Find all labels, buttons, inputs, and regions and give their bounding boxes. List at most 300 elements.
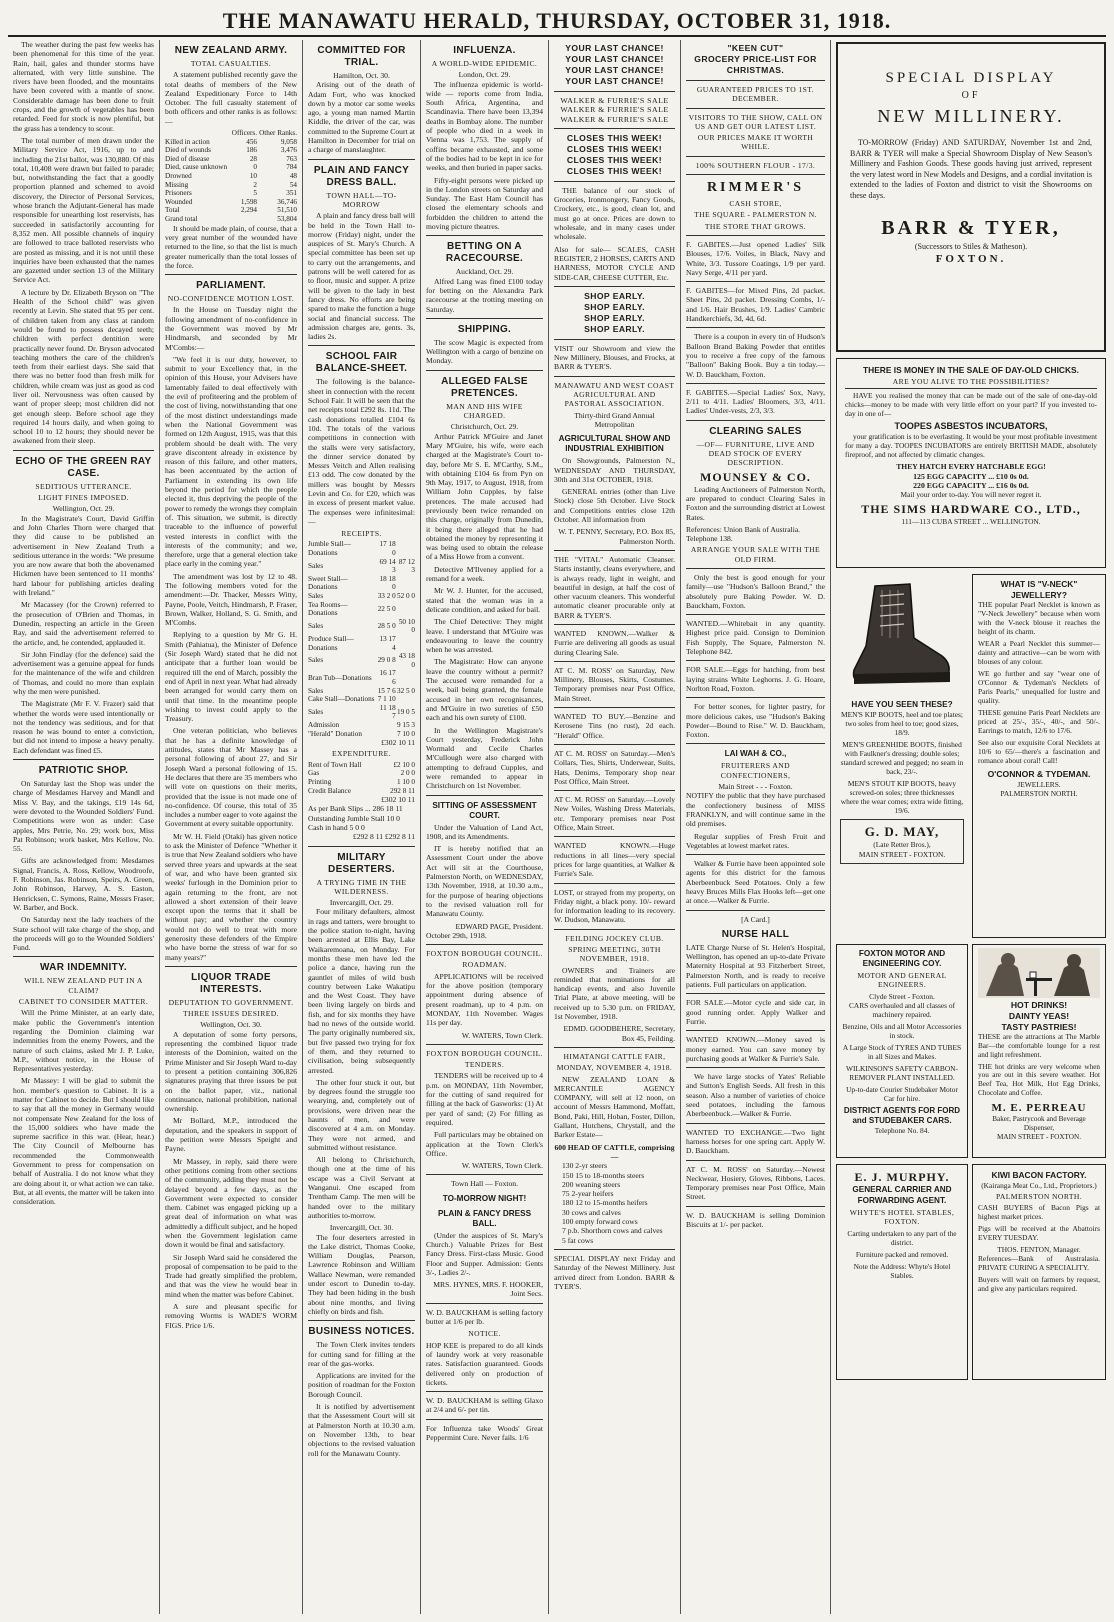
divider <box>308 1320 415 1321</box>
article-paragraph: A statement published recently gave the total deaths of members of the New Zealand Expeditionary Force to 14th October. The full casualty statement of both officers and other ranks is as follows:— <box>165 70 297 126</box>
fair-total: £292 8 11 £292 8 11 <box>352 832 415 842</box>
late-retter: (Late Retter Bros.), <box>873 840 931 850</box>
table-header-cell: Other Ranks. <box>259 129 297 138</box>
divider <box>426 1419 543 1420</box>
table-cell: Missing <box>165 180 189 189</box>
table-cell: 351 <box>286 189 297 198</box>
table-cell: 10 <box>249 172 257 181</box>
classified-ad: F. GABITES.—Special Ladies' Sox, Navy, 2/11 to 4/11. Ladies' Bloomers, 3/3, 4/11. Ladies' Under-vests, 2/3, 3/3. <box>686 387 825 416</box>
article-paragraph: The Magistrate (Mr F. V. Frazer) said that whether the words were used intentionally or not the tendency was seditious, and for that reason he was bound to enter a conviction, but did not intend to impose a heavy penalty. Each defendant was fined £5. <box>13 699 154 755</box>
article-paragraph: Also for sale— SCALES, CASH REGISTER, 2 HORSES, CARTS AND HARNESS, MOTOR CYCLE AND SIDE-CAR, CHEESE CUTTER, Etc. <box>554 244 675 282</box>
divider <box>308 345 415 346</box>
table-cell: Died of disease <box>165 154 210 163</box>
signature: MRS. HYNES, MRS. F. HOOKER, Joint Secs. <box>433 1280 543 1299</box>
table-cell: Sales <box>308 686 324 695</box>
jeweller-town: PALMERSTON NORTH. <box>1000 789 1078 799</box>
table-cell: 186 <box>246 146 257 155</box>
divider <box>686 1160 825 1161</box>
chicks-body-2: your gratification is to be everlasting. It would be your most profitable investment for many a day. TOOPES INCUBATORS are entirely BRITISH MADE, absolutely fireproof, and not affected by climatic changes. <box>845 432 1097 460</box>
shop-early-block <box>554 291 675 335</box>
perreau-ad <box>972 944 1106 1158</box>
casualty-rows <box>165 138 297 207</box>
table-cell: 9,058 <box>280 137 297 146</box>
article-paragraph: Gifts are acknowledged from: Mesdames Signal, Francis, A. Ross, Kellow, Woodroofe, F. Robinson, Jas. Robinson, Speirs, A. Green, John Robinson, Harvey, A. S. Easton, Henricksen, C. Symons, Raine, Messrs Fraser, W. Barber, and Bock. <box>13 856 155 912</box>
cattle-count: 600 HEAD OF CATTLE, comprising— <box>554 1142 675 1161</box>
boots-jewellery-row <box>836 574 1106 938</box>
article-paragraph: (Under the auspices of St. Mary's Church.) Valuable Prizes for Best Fancy Dress. First-class Music. Good Floor and Supper. Admission: Gents 3/-, Ladies 2/-. <box>426 1230 543 1277</box>
table-cell: 456 <box>246 137 257 146</box>
article-paragraph: NOTIFY the public that they have purchased the confectionery business of MISS FRANKLYN, and will continue same in the old premises. <box>686 791 825 829</box>
may-box <box>840 819 964 864</box>
dateline: Auckland, Oct. 29. <box>455 267 514 277</box>
table-row <box>308 558 415 575</box>
divider <box>165 966 297 967</box>
walker-furrie-line: WALKER & FURRIE'S SALE <box>560 105 669 115</box>
table-row <box>308 730 415 739</box>
divider <box>686 327 825 328</box>
divider <box>554 339 675 340</box>
nurse-hall-name: NURSE HALL <box>721 928 790 940</box>
table-cell <box>396 540 415 557</box>
divider <box>554 744 675 745</box>
article-paragraph: All belong to Christchurch, though one at the time of his escape was a Civil Servant at Wanganui. One escaped from Trentham Camp. The men will be handed over to the military authorities to-morrow. <box>308 1155 415 1220</box>
classified-ad: W. D. BAUCKHAM is selling Dominion Biscuits at 1/- per packet. <box>686 1210 825 1230</box>
table-cell: 53,804 <box>277 215 297 224</box>
subhead-deserters: A TRYING TIME IN THE WILDERNESS. <box>316 877 407 896</box>
column-rule <box>830 40 831 1614</box>
headline-shipping: SHIPPING. <box>457 323 512 335</box>
square-address: THE SQUARE - PALMERSTON N. <box>694 210 817 220</box>
divider <box>554 836 675 837</box>
table-cell: Sales <box>308 656 324 665</box>
table-row <box>165 163 297 172</box>
perreau-body: THESE are the attractions at The Marble Bar—the comfortable lounge for a rest and light refreshment. <box>978 1033 1100 1059</box>
classified-ad: LOST, or strayed from my property, on Friday night, a black pony. 10/- reward for information leading to its recovery. W. Dudson, Manawatu. <box>554 887 675 925</box>
column-7 <box>836 40 1106 1614</box>
article-paragraph: On Showgrounds, Palmerston N., WEDNESDAY AND THURSDAY, 30th and 31st OCTOBER, 1918. <box>554 456 675 484</box>
table-cell: 2,294 <box>240 206 257 215</box>
headline-false-pretences: ALLEGED FALSE PRETENCES. <box>441 375 528 399</box>
classified-ad: For Influenza take Woods' Great Peppermint Cure. Never fails. 1/6 <box>426 1423 543 1443</box>
table-cell: Rent of Town Hall <box>308 760 362 769</box>
headline-liquor-trade: LIQUOR TRADE INTERESTS. <box>191 971 271 995</box>
subhead-green-ray-2: LIGHT FINES IMPOSED. <box>38 493 129 503</box>
article-paragraph: In the Magistrate's Court, David Griffin and John Charles Thorn were charged that they did cause to be published an advertisement in New Zealand Truth a seditious utterance in the words: "We presume you are now aware that both the abovenamed Hickmen have been sentenced to 11 months' hard labour for publishing articles dealing with Ireland." <box>13 513 154 598</box>
table-cell: 36,746 <box>277 197 297 206</box>
article-paragraph: TENDERS will be received up to 4 p.m. on MONDAY, 11th November, for the cutting of sand required for filling at the back of Gasworks: (1) At per yard of sand; (2) For filling as required. <box>426 1071 543 1127</box>
table-header-row <box>165 129 297 138</box>
mounsey-name: MOUNSEY & CO. <box>700 469 811 484</box>
shop-early-line: SHOP EARLY. <box>584 312 645 323</box>
classified-ad: VISIT our Showroom and view the New Millinery, Blouses, and Frocks, at BARR & TYER'S. <box>554 343 675 372</box>
table-cell: 28 5 0 <box>377 622 396 631</box>
casualty-table <box>165 129 297 224</box>
article-paragraph: The four deserters arrested in the Lake district, Thomas Cooke, William Douglas, Pearson, Lawrence Robinson and William Wallace Newman, were remanded under escort to Dunedin to-day. They had been hiding in the bush about nine months, and living chiefly on birds and fish. <box>308 1232 415 1316</box>
murphy-line: Furniture packed and removed. <box>855 1249 949 1259</box>
table-cell: £2 10 0 <box>393 760 415 769</box>
subhead-casualties: TOTAL CASUALTIES. <box>190 59 272 68</box>
cattle-item: 5 fat cows <box>562 1235 594 1245</box>
table-cell <box>376 730 395 739</box>
table-row <box>165 198 297 207</box>
headline-deserters: MILITARY DESERTERS. <box>328 851 395 875</box>
perreau-body-2: THE hot drinks are very welcome when you are out in this severe weather. Hot Beef Tea, Hot Milk, Hot Egg Drinks, Chocolate and Coffee. <box>978 1062 1100 1098</box>
article-paragraph: Mr Bollard, M.P., introduced the deputation, and the speakers in support of the petition were Messrs Speight and Payne. <box>165 1116 297 1154</box>
divider <box>554 181 675 182</box>
table-cell: 292 8 11 <box>390 786 415 795</box>
store-motto: THE STORE THAT GROWS. <box>704 221 807 231</box>
table-cell: 28 <box>249 154 257 163</box>
cattle-item: 7 p.b. Shorthorn cows and calves <box>562 1226 663 1236</box>
table-cell: 50 10 0 <box>398 617 415 635</box>
classified-ad: WANTED KNOWN.—Money saved is money earned. You can save money by purchasing goods at Walker & Furrie's Sale. <box>686 1035 825 1063</box>
jewellery-paragraph: WE go further and say "wear one of O'Connor & Tydeman's Necklets of Paris Pearls," unequalled for lustre and quality. <box>978 669 1100 705</box>
display-body: TO-MORROW (Friday) AND SATURDAY, November 1st and 2nd, BARR & TYER will make a Special Showroom Display of New Season's Millinery and Fashion Goods. These goods having just arrived, represent the very latest word in New Models and Designs, and a cordial invitation is extended to the ladies of Foxton and district to visit the Showrooms on these days. <box>850 138 1092 200</box>
worm-figs-ad: A sure and pleasant specific for removing Worms is WADE'S WORM FIGS. Price 1/6. <box>165 1302 297 1330</box>
divider <box>686 156 825 157</box>
article-paragraph: Mr W. H. Field (Otaki) has given notice to ask the Minister of Defence "Whether it is true that New Zealand soldiers who have served three years and upwards at the seat of war, and who have been granted six weeks' furlough in the Dominion prior to again returning to the front, are not allowed a short extension of their leave except upon the terms that it shall be without pay; and whether the country would not do well to treat with more generosity these defenders of the Empire who have borne the stress of war for so many years?" <box>165 831 297 962</box>
article-paragraph: Four military defaulters, almost in rags and tatters, were brought to the police station to-night, having been arrested at Ellis Bay, Lake Waikaremoana, on Monday. For months these men have led the police a dance, having run the gauntlet of miles of wild bush country between Lake Wakatipu and the West Coast. They have been living largely on birds and fish, and for six months they have had no news of the outside world. The party originally numbered six, but five passed two trying for fox of them, and they returned to civilisation, being subsequently arrested. <box>308 907 415 1075</box>
table-cell: Produce Stall—Donations <box>308 635 354 652</box>
boots-line: MEN'S STOUT KIP BOOTS, heavy screwed-on soles; three thicknesses where the wear comes; extra wide fitting, 19/6. <box>840 779 964 816</box>
article-paragraph: The Town Clerk invites tenders for cutting sand for filling at the rear of the gas-works. <box>308 1340 415 1368</box>
murphy-line: Carting undertaken to any part of the district. <box>847 1228 957 1247</box>
show-title: AGRICULTURAL SHOW AND INDUSTRIAL EXHIBITION <box>558 434 671 454</box>
last-chance-line: YOUR LAST CHANCE! <box>565 54 664 64</box>
article-paragraph: Mr Massey, in reply, said there were other petitions coming from other sections of the community, adding they must not be delayed beyond a few days, as the Government were expected to consider them. Cabinet was engaged picking up a great deal of information on what was admittedly a difficult subject, and he hoped when the Government legislation came down it would be final and satisfactory. <box>165 1156 297 1250</box>
table-cell: 29 0 8 <box>377 656 396 665</box>
motor-line: Up-to-date Courier Studebaker Motor Car for hire. <box>846 1084 958 1103</box>
subhead-green-ray: SEDITIOUS UTTERANCE. <box>35 481 132 491</box>
article-paragraph: Full particulars may be obtained on application at the Town Clerk's Office. <box>426 1130 543 1158</box>
table-cell: Admission <box>308 720 340 729</box>
kiwi-sub: (Kairanga Meat Co., Ltd., Proprietors.) <box>981 1180 1097 1190</box>
table-cell: 13 17 4 <box>379 635 396 652</box>
murphy-note: Note the Address: Whyte's Hotel Stables. <box>853 1261 951 1280</box>
article-paragraph: Alfred Lang was fined £100 today for betting on the Alexandra Park racecourse at the trotting meeting on Saturday. <box>426 276 543 314</box>
main-street: Main Street - - - Foxton. <box>718 782 793 792</box>
divider <box>686 1206 825 1207</box>
table-cell: 32 5 0 <box>397 686 415 695</box>
motor-telephone: Telephone No. 84. <box>874 1125 930 1135</box>
tasty-pastries: TASTY PASTRIES! <box>1001 1022 1077 1033</box>
article-paragraph: Applications are invited for the position of roadman for the Foxton Borough Council. <box>308 1371 415 1399</box>
motor-line: WILKINSON'S SAFETY CARBON-REMOVER PLANT INSTALLED. <box>846 1063 958 1082</box>
classified-ad: WANTED KNOWN.—Huge reductions in all lines—very special prices for large quantities, at Walker & Furrie's Sale. <box>554 841 675 879</box>
divider <box>426 1391 543 1392</box>
spring-meeting: SPRING MEETING, 30TH NOVEMBER, 1918. <box>568 945 661 964</box>
table-cell: 87 12 3 <box>398 557 415 575</box>
article-paragraph: Replying to a question by Mr G. H. Smith (Pahiatua), the Minister of Defence (Sir Joseph Ward) stated that he did not anticipate that a further loan would be required till the end of March, possibly the end of April in next year. What had already been arranged for would carry them on until that time. In the meantime people wishing to invest could apply to the Treasury. <box>165 630 297 724</box>
table-cell: 763 <box>286 154 297 163</box>
classified-ad: SPECIAL DISPLAY next Friday and Saturday of the Newest Millinery. Just arrived direct from London. BARR & TYER'S. <box>554 1253 675 1291</box>
may-address: MAIN STREET - FOXTON. <box>858 849 946 859</box>
boots-heading: HAVE YOU SEEN THESE? <box>851 700 953 710</box>
perreau-trade: Baker, Pastrycook and Beverage Dispenser, <box>992 1114 1086 1133</box>
hatch-line: THEY HATCH EVERY HATCHABLE EGG! <box>896 462 1046 472</box>
sims-hardware: THE SIMS HARDWARE CO., LTD., <box>861 502 1081 517</box>
table-cell: 7 10 0 <box>397 729 415 738</box>
table-cell: Sales <box>308 622 324 631</box>
article-paragraph: APPLICATIONS will be received for the above position (temporary appointment during absence of present roadman), up to 4 p.m. on MONDAY, 11th November. Wages 11s per day. <box>426 971 543 1028</box>
jewellery-paragraph: THESE genuine Paris Pearl Necklets are priced at 25/-, 35/-, 40/-, and 50/-. Earrings to match, 12/6 to 17/6. <box>978 708 1100 735</box>
kiwi-line: Buyers will wait on farmers by request, and give any particulars required. <box>978 1275 1100 1294</box>
rimmers-name: RIMMER'S <box>706 180 805 196</box>
article-paragraph: The amendment was lost by 12 to 48. The following members voted for the amendment:—Dr. Thacker, Messrs Witty, Payne, Poole, Veitch, Hindmarsh, P. Fraser, Brown, Walker, Holland, S. G. Smith, and M'Combs. <box>165 571 297 628</box>
murphy-kiwi-row <box>836 1164 1106 1380</box>
display-of: OF <box>961 90 981 101</box>
cattle-fair-date: MONDAY, NOVEMBER 4, 1918. <box>556 1063 673 1073</box>
clyde-street: Clyde Street - Foxton. <box>869 991 935 1001</box>
barr-tyer-name: BARR & TYER, <box>881 216 1061 239</box>
divider <box>686 174 825 175</box>
display-subject: NEW MILLINERY. <box>877 106 1065 126</box>
table-cell: 33 2 0 <box>377 592 396 601</box>
motor-perreau-row <box>836 944 1106 1158</box>
cattle-item: 150 15 to 18-months steers <box>562 1170 645 1180</box>
table-cell: Tea Rooms—Donations <box>308 600 348 618</box>
table-row <box>308 778 415 787</box>
display-title: SPECIAL DISPLAY <box>885 70 1057 86</box>
walker-furrie-line: WALKER & FURRIE'S SALE <box>560 96 669 105</box>
table-row <box>308 704 415 721</box>
divider <box>686 235 825 236</box>
kiwi-manager: THOS. FENTON, Manager. <box>997 1245 1081 1255</box>
table-cell <box>396 635 415 652</box>
classified-ad: Walker & Furrie have been appointed sole agents for this district for the famous Aberbeenbuck Seed Potatoes. Only a few heavy Bruces Mills Flax Hooks left—get one at once.—Walker & Furrie. <box>686 859 825 906</box>
subhead-roadman: ROADMAN. <box>462 960 507 970</box>
article-paragraph: Sir John Findlay (for the defence) said the advertisement was a genuine appeal for funds for the maintenance of the wife and children of Thomas, and could no more than explain why the men were punished. <box>13 649 154 696</box>
table-cell: 15 7 6 <box>377 686 396 695</box>
table-cell: 1 10 0 <box>397 777 415 786</box>
foxton: FOXTON. <box>935 252 1007 265</box>
article-paragraph: Arthur Patrick M'Guire and Janet Mary M'Guire, his wife, were each charged at the Magistrate's Court to-day, before Mr S. E. M'Carthy, S.M., with obtaining £104 6s from Pyn on 9th May, 1917, to August, 1918, from William John Cupples, by false pretences. The male accused had previously been twice remanded on this charge, originally from Dunedin, it being there alleged that he had obtained the money by representing it was being used to obtain the release of a Miss Howe from a convent. <box>426 431 543 562</box>
table-cell: Grand total <box>165 215 198 224</box>
table-total-row <box>165 206 297 215</box>
table-cell: Sweet Stall—Donations <box>308 574 348 592</box>
table-row <box>308 652 415 669</box>
article-paragraph: LATE Charge Nurse of St. Helen's Hospital, Wellington, has opened an up-to-date Private Maternity Hospital at 93 Fitzherbert Street, Palmerston North, and is ready to receive patients. Full particulars on application. <box>686 942 825 990</box>
table-cell: 54 <box>289 180 297 189</box>
murphy-address: WHYTE'S HOTEL STABLES, FOXTON. <box>849 1208 955 1227</box>
divider <box>554 883 675 884</box>
jewellery-ad <box>972 574 1106 938</box>
perreau-address: MAIN STREET - FOXTON. <box>997 1133 1081 1142</box>
divider <box>554 1047 675 1048</box>
divider <box>686 80 825 81</box>
classified-ad: F. GABITES.—Just opened Ladies' Silk Blouses, 17/6. Voiles, in Black, Navy and White, 3/3. Tussore Coatings, 1/9 per yard. Navy Serge, 4/11 per yard. <box>686 239 825 277</box>
chicks-sub: ARE YOU ALIVE TO THE POSSIBILITIES? <box>845 377 1097 389</box>
subhead-war-indemnity-2: CABINET TO CONSIDER MATTER. <box>18 997 149 1007</box>
article-paragraph: IT is hereby notified that an Assessment Court under the above Act will sit at the Courthouse, Palmerston North, on WEDNESDAY, 13th November, 1918, at 10.30 a.m., for the purpose of hearing objections to the revised valuation roll for Manawatu County. <box>426 844 543 919</box>
classified-ad: FOR SALE.—Eggs for hatching, from best laying strains White Leghorns. J. G. Hoare, Norlton Road, Foxton. <box>686 665 825 693</box>
show-subtitle: Thirty-third Grand Annual Metropolitan <box>574 410 655 429</box>
keen-cut-heading: "KEEN CUT" <box>727 43 784 53</box>
notice-date: October 29th, 1918. <box>426 930 487 940</box>
motor-line: Benzine, Oils and all Motor Accessories in stock. <box>842 1021 962 1040</box>
table-cell: Total <box>165 206 180 215</box>
dateline: Hamilton, Oct. 30. <box>333 71 390 80</box>
divider <box>686 993 825 994</box>
incubator-name: TOOPES ASBESTOS INCUBATORS, <box>894 421 1048 432</box>
table-cell: 16 17 6 <box>379 669 396 686</box>
divider <box>686 281 825 282</box>
kiwi-heading: KIWI BACON FACTORY. <box>991 1170 1087 1180</box>
divider <box>554 376 675 377</box>
table-cell: 43 18 0 <box>398 652 415 669</box>
kiwi-line: Pigs will be received at the Abattoirs EVERY TUESDAY. <box>978 1224 1100 1243</box>
cattle-item: 180 12 to 15-months heifers <box>562 1198 648 1208</box>
divider <box>686 108 825 109</box>
kiwi-line: CASH BUYERS of Bacon Pigs at highest market prices. <box>978 1203 1100 1222</box>
fruiterers: FRUITERERS AND CONFECTIONERS, <box>720 761 791 780</box>
article-paragraph: The other four stuck it out, but by degrees found the struggle too wearying, and, completely out of provisions, were driven near the haunts of men, and were discovered at 4 a.m. on Monday. They were not armed, and submitted without resistance. <box>308 1077 415 1152</box>
article-paragraph: The following is the balance-sheet in connection with the recent School Fair. It will be seen that the net receipts total £292 8s. 11d. The cash donations totalled £104 6s 10d. The totals of the various competitions in connection with the stalls were very satisfactory, the dinner service donated by Messrs Veitch and Allen realising £13 odd. The cow donated by the millers was bought by Messrs Levin and Co. for £20, which was in excess of present market value. The expenses were infinitesimal:— <box>308 377 415 526</box>
article-paragraph: On Saturday next the lady teachers of the State school will take charge of the shop, and the proceeds will go to the Wounded Soldiers' Fund. <box>13 915 154 953</box>
closes-line: CLOSES THIS WEEK! <box>566 154 663 165</box>
table-cell: 52 0 0 <box>397 592 415 601</box>
article-paragraph: The influenza epidemic is world-wide — reports come from India, South Africa, Argentina, and Scandinavia. There have been 13,394 deaths in Bombay alone. The number of people who died in a week in Vienna was 1,753. The supply of coffins became exhausted, and some of the bodies had to be kept in ice for weeks, and then buried in paper sacks. <box>426 79 543 173</box>
closes-line: CLOSES THIS WEEK! <box>566 143 663 154</box>
table-cell: Sales <box>308 708 324 717</box>
divider <box>308 846 415 847</box>
jockey-club-heading: FEILDING JOCKEY CLUB. <box>565 933 664 943</box>
table-cell: 5 <box>253 189 257 198</box>
article-paragraph: In the House on Tuesday night the following amendment of no-confidence in the Government was moved by Mr Hindmarsh, and seconded by Mr M'Combs:— <box>165 305 297 352</box>
table-row <box>308 575 415 592</box>
table-cell: Cake Stall—Donations <box>308 695 375 704</box>
subhead-pretences: MAN AND HIS WIFE CHARGED. <box>446 401 523 421</box>
kiwi-line: References—Bank of Australasia. PRIVATE CURING A SPECIALITY. <box>978 1254 1100 1273</box>
table-cell <box>396 601 415 618</box>
table-row <box>165 181 297 190</box>
headline-assessment: SITTING OF ASSESSMENT COURT. <box>432 800 537 820</box>
table-row <box>308 787 415 796</box>
walker-furrie-line: WALKER & FURRIE'S SALE <box>560 114 669 124</box>
divider <box>686 697 825 698</box>
classified-ad: WANTED TO BUY.—Benzine and Kerosene Tins (no rust), 2d each. "Herald" Office. <box>554 712 675 740</box>
notice-heading: NOTICE. <box>468 1329 501 1339</box>
cattle-fair-heading: HIMATANGI CATTLE FAIR, <box>563 1051 666 1061</box>
table-row <box>165 189 297 198</box>
table-row <box>165 146 297 155</box>
bank-slips: As per Bank Slips ... 286 18 11 <box>308 804 403 814</box>
table-cell <box>396 669 415 686</box>
article-paragraph: In the Wellington Magistrate's Court yesterday, Frederick John Wormald and Cecile Charles M'Cullough were also charged with attempting to defraud Cupples, and were remanded to appear in Christchurch on 1st November. <box>426 725 543 791</box>
article-paragraph: The Magistrate: How can anyone leave the country without a permit? The accused were remanded for a week, bail being granted, the female accused in her own recognisances, and M'Guire in two sureties of £50 each and his own surety of £100. <box>426 657 543 723</box>
article-paragraph: Arising out of the death of Adam Fort, who was knocked down by a motor car some weeks ago, a young man named Martin Kiddle, the driver of the car, was committed to the Supreme Court at Hamilton in December for trial on a charge of manslaughter. <box>308 80 415 155</box>
dateline: Christchurch, Oct. 29. <box>450 422 519 432</box>
headline-school-fair: SCHOOL FAIR BALANCE-SHEET. <box>315 351 408 375</box>
table-total-row <box>165 215 297 224</box>
classified-ad: WANTED TO EXCHANGE.—Two light harness horses for one spring cart. Apply W. D. Bauckham. <box>686 1127 825 1156</box>
murphy-ad <box>836 1164 968 1380</box>
jewellery-heading: WHAT IS "V-NECK" JEWELLERY? <box>1000 579 1078 600</box>
walker-furrie-block <box>554 96 675 124</box>
flour-price: 100% SOUTHERN FLOUR - 17/3. <box>695 160 816 170</box>
receipts-heading: RECEIPTS. <box>341 529 382 539</box>
outstanding: Outstanding Jumble Stall 10 0 <box>308 813 400 823</box>
signature: EDMD. GOODBEHERE, Secretary, Box 45, Feilding. <box>563 1024 675 1043</box>
dateline: London, Oct. 29. <box>458 70 511 80</box>
last-chance-line: YOUR LAST CHANCE! <box>565 65 664 75</box>
last-chance-line: YOUR LAST CHANCE! <box>565 76 664 86</box>
table-cell: 18 18 0 <box>379 574 396 592</box>
divider <box>686 1123 825 1124</box>
table-cell: 11 18 7 <box>379 703 396 721</box>
table-cell: 51,510 <box>277 206 297 215</box>
article-paragraph: Mr Macassey (for the Crown) referred to the prosecution of O'Brien and Thomas, in Dunedin, respecting an article in the Green Ray, and said the advertisement referred to the article, and, he contended, applauded it. <box>13 600 154 647</box>
table-cell: Wounded <box>165 197 193 206</box>
table-cell: Sales <box>308 592 324 601</box>
article-paragraph: Fifty-eight persons were picked up in the London streets on Saturday and Sunday. The East Ham Council has closed the elementary schools and forbidden the children to attend the moving picture theatres. <box>426 175 543 232</box>
table-cell: 2 <box>253 180 257 189</box>
headline-business-notices: BUSINESS NOTICES. <box>308 1326 415 1338</box>
shop-early-line: SHOP EARLY. <box>584 301 645 312</box>
table-cell: 7 1 10 <box>377 695 396 704</box>
article-paragraph: GENERAL entries (other than Live Stock) close 5th October. Live Stock and Competitions entries close 12th October. All information from <box>554 487 675 525</box>
dateline: Wellington, Oct. 30. <box>200 1020 262 1030</box>
boots-ad <box>836 574 968 938</box>
column-1 <box>8 40 159 1614</box>
perreau-name: M. E. PERREAU <box>991 1101 1087 1114</box>
article-lecture: A lecture by Dr. Elizabeth Bryson on "The Health of the School child" was given recently at Levin. She stated that 95 per cent. of children taken from any class at random would be found to possess decayed teeth; children with perfect dentition were practically never found. Dr. Bryson advocated teaching mothers the care of the children's teeth from their earliest days. She said that there was no better food than fresh milk for children, while cream was just as good as cod liver oil. Nervousness was often caused by want of proper sleep; most children did not get enough sleep. Before school age they required 14 hours daily, and when going to school 10 to 12 hours; they should never be awakened from their sleep. <box>13 287 154 446</box>
table-row <box>308 695 415 704</box>
expenditure-heading: EXPENDITURE. <box>331 749 391 759</box>
table-cell: 784 <box>286 163 297 172</box>
table-row <box>165 138 297 147</box>
expenditure-table <box>308 761 415 795</box>
table-cell: 19 0 5 <box>397 708 415 717</box>
classified-ad: There is a coupon in every tin of Hudson's Balloon Brand Baking Powder that entitles you to receive a free copy of the famous "Balloon" Baking Book. Buy a tin today.—W. D. Bauckham, Foxton. <box>686 332 825 379</box>
kiwi-town: PALMERSTON NORTH. <box>995 1191 1083 1201</box>
table-header-cell: Officers. <box>231 129 257 138</box>
article-paragraph: OWNERS and Trainers are reminded that nominations for all handicap events, and also Juvenile Trial Plate, at above meeting, will be received up to 5.30 p.m. on FRIDAY, 1st November, 1918. <box>554 965 675 1022</box>
divider <box>554 550 675 551</box>
article-paragraph: It is notified by advertisement that the Assessment Court will sit at Palmerston North at 10.30 a.m. on November 13th, to hear objections to the revised valuation roll for the Manawatu County. <box>308 1402 415 1458</box>
subhead-influenza: A WORLD-WIDE EPIDEMIC. <box>431 59 538 68</box>
dateline: Invercargill, Oct. 30. <box>329 1223 394 1233</box>
classified-ad: We have large stocks of Yates' Reliable and Sutton's English Seeds. All fresh in this season. Also a number of varieties of choice seed potatoes, including the famous Aberbeenbuck.—Walker & Furrie. <box>686 1072 825 1119</box>
divider <box>554 91 675 92</box>
divider <box>686 854 825 855</box>
classified-ad: FOR SALE.—Motor cycle and side car, in good running order. Apply Walker and Furrie. <box>686 998 825 1026</box>
cattle-item: 130 2-yr steers <box>562 1161 608 1171</box>
jewellery-paragraph: THE popular Pearl Necklet is known as "V-Neck Jewellery" because when worn with the V-neck blouse it reaches the height of its charm. <box>978 600 1100 636</box>
subhead-war-indemnity: WILL NEW ZEALAND PUT IN A CLAIM? <box>24 976 143 995</box>
article-paragraph: It should be made plain, of course, that a very great number of the wounded have returned to the line, so that the list is much greater numerically than the total losses of the force. <box>165 223 297 270</box>
article-paragraph: Mr Massey: I will be glad to submit the hon. member's question to Cabinet. It is a matter for Cabinet to decide. But I should like to say that all the money in Germany would not compensate New Zealand for the loss of the 15,000 soldiers who have made the supreme sacrifice in this war. (Hear, hear.) The City Council of Melbourne has recommended the Commonwealth Government to press for compensation on behalf of Australia. I do not know what they are doing about it, or what action we can take. But, at all events, the matter will be taken into consideration. <box>13 1076 154 1207</box>
headline-green-ray: ECHO OF THE GREEN RAY CASE. <box>15 455 152 479</box>
divider <box>554 1249 675 1250</box>
divider <box>686 1030 825 1031</box>
divider <box>13 956 154 957</box>
article-paragraph: The Chief Detective: They might leave. I understand that M'Guire was endeavouring to leave the country when he was arrested. <box>426 617 543 655</box>
table-row <box>308 618 415 635</box>
grocery-heading: GROCERY PRICE-LIST FOR CHRISTMAS. <box>694 54 817 75</box>
headline-parliament: PARLIAMENT. <box>196 280 266 292</box>
shop-early-line: SHOP EARLY. <box>584 323 645 334</box>
table-cell: "Herald" Donation <box>308 729 362 738</box>
gd-may-name: G. D. MAY, <box>864 824 940 840</box>
classified-ad: For better scones, for lighter pastry, for more delicious cakes, use "Hudson's Baking Powder—Bound to Rise." W. D. Bauckham, Foxton. <box>686 702 825 740</box>
hot-drinks: HOT DRINKS! <box>1010 1000 1068 1011</box>
guaranteed: GUARANTEED PRICES TO 1ST. DECEMBER. <box>696 85 815 104</box>
dateline: Wellington, Oct. 29. <box>52 504 115 514</box>
masthead-rule <box>8 35 1106 37</box>
table-cell <box>396 575 415 592</box>
article-paragraph: THE balance of our stock of Groceries, Ironmongery, Fancy Goods, Crockery, etc., is good, clean lot, and must go at once. Prices are down to wholesale, and in many cases under wholesale. <box>554 185 675 242</box>
